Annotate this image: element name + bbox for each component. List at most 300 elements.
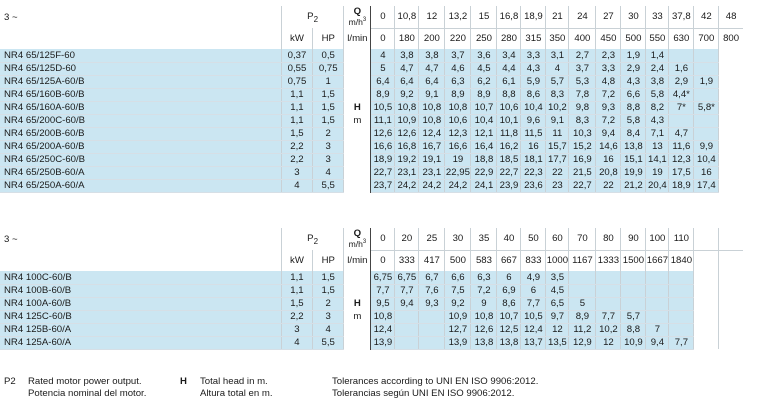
head-value: 12,7 (445, 323, 471, 336)
head-value: 20,8 (596, 166, 621, 179)
head-value: 1,9 (694, 75, 719, 88)
flow-m3h-1: 20 (395, 228, 419, 250)
head-value: 9,4 (395, 297, 419, 310)
flow-m3h-13 (694, 228, 719, 250)
flow-m3h-14: 48 (719, 6, 743, 28)
table-row (0, 88, 768, 101)
flow-m3h-7: 21 (546, 6, 569, 28)
head-value (719, 140, 743, 153)
head-value: 4,3 (646, 114, 669, 127)
table-row (0, 297, 768, 310)
head-value: 7,6 (419, 284, 445, 297)
head-value: 7* (669, 101, 694, 114)
head-value: 10,4 (521, 101, 546, 114)
footnote-p2-symbol: P2 (4, 376, 16, 387)
head-value: 5,9 (521, 75, 546, 88)
kw-header: kW (281, 28, 312, 49)
flow-m3h-0: 0 (371, 228, 395, 250)
head-value: 4,4 (497, 62, 521, 75)
power-hp: 4 (313, 166, 344, 179)
head-value (395, 310, 419, 323)
head-value: 16 (694, 166, 719, 179)
footnote-tolerance-es: Tolerancias según UNI EN ISO 9906:2012. (332, 388, 515, 399)
flow-lmin-0: 0 (371, 28, 395, 49)
head-value: 12,4 (521, 323, 546, 336)
power-kw: 1,1 (281, 284, 312, 297)
flow-m3h-4: 35 (471, 228, 497, 250)
head-value (669, 297, 694, 310)
head-value: 16,7 (419, 140, 445, 153)
head-value: 21,5 (569, 166, 596, 179)
head-value (621, 271, 646, 284)
head-value (395, 336, 419, 349)
flow-lmin-6: 315 (521, 28, 546, 49)
head-value: 10,4 (471, 114, 497, 127)
power-kw: 0,75 (281, 75, 312, 88)
head-value: 6,3 (471, 271, 497, 284)
head-value (419, 323, 445, 336)
head-value: 6,5 (546, 297, 569, 310)
head-unit-spacer (344, 49, 371, 62)
model-name: NR4 125A-60/A (0, 336, 281, 349)
flow-m3h-9: 80 (596, 228, 621, 250)
flow-lmin-4: 250 (471, 28, 497, 49)
head-value: 6,4 (419, 75, 445, 88)
head-value: 11,6 (669, 140, 694, 153)
head-value: 5,8 (646, 88, 669, 101)
head-value: 24,1 (471, 179, 497, 192)
head-value: 3,1 (546, 49, 569, 62)
head-value (569, 271, 596, 284)
model-name: NR4 65/250A-60/A (0, 179, 281, 192)
head-value: 22 (546, 166, 569, 179)
head-value: 3,7 (569, 62, 596, 75)
head-value: 6,4 (395, 75, 419, 88)
flow-lmin-2: 417 (419, 250, 445, 271)
head-value (669, 114, 694, 127)
model-name: NR4 65/125D-60 (0, 62, 281, 75)
head-value: 8,2 (646, 101, 669, 114)
table-row (0, 310, 768, 323)
power-kw: 2,2 (281, 153, 312, 166)
flow-m3h-12: 37,8 (669, 6, 694, 28)
head-value: 10,2 (596, 323, 621, 336)
head-value (719, 310, 743, 323)
head-value (395, 323, 419, 336)
head-value (669, 284, 694, 297)
footnote-tolerance-en: Tolerances according to UNI EN ISO 9906:2012. (332, 376, 539, 387)
phase-label: 3 ~ (4, 11, 18, 23)
head-value: 4,6 (445, 62, 471, 75)
head-value: 10,8 (419, 101, 445, 114)
footnote-p2-es: Potencia nominal del motor. (28, 388, 147, 399)
head-value: 10,5 (521, 310, 546, 323)
flow-lmin-5: 280 (497, 28, 521, 49)
head-value: 9,1 (546, 114, 569, 127)
head-value: 19 (646, 166, 669, 179)
head-value: 18,1 (521, 153, 546, 166)
head-value: 5,8* (694, 101, 719, 114)
power-hp: 1,5 (313, 114, 344, 127)
head-value: 13,8 (471, 336, 497, 349)
flow-m3h-8: 70 (569, 228, 596, 250)
power-kw: 1,5 (281, 127, 312, 140)
head-value: 19 (445, 153, 471, 166)
power-kw: 1,5 (281, 297, 312, 310)
head-value: 24,2 (395, 179, 419, 192)
flow-lmin-6: 833 (521, 250, 546, 271)
head-value (719, 336, 743, 349)
head-value: 5,7 (546, 75, 569, 88)
head-value: 8,9 (371, 88, 395, 101)
hp-header: HP (313, 28, 344, 49)
model-name: NR4 125B-60/A (0, 323, 281, 336)
head-value: 7,7 (371, 284, 395, 297)
flow-m3h-5: 40 (497, 228, 521, 250)
head-value: 3,8 (419, 49, 445, 62)
table-row (0, 101, 768, 114)
phase-label: 3 ~ (4, 233, 18, 245)
head-value: 13,9 (371, 336, 395, 349)
head-value (694, 88, 719, 101)
flow-lmin-4: 583 (471, 250, 497, 271)
head-value: 9,9 (694, 140, 719, 153)
p2-header (281, 228, 344, 250)
head-value (719, 153, 743, 166)
flow-lmin-14 (719, 250, 743, 271)
head-value: 7,7 (596, 310, 621, 323)
power-kw: 4 (281, 336, 312, 349)
head-value: 8,9 (569, 310, 596, 323)
footnote-h-es: Altura total en m. (200, 388, 273, 399)
power-hp: 1,5 (313, 284, 344, 297)
head-value: 9,8 (569, 101, 596, 114)
power-hp: 5,5 (313, 336, 344, 349)
head-value (719, 271, 743, 284)
head-m-label: m (344, 310, 371, 323)
head-value: 10,8 (471, 310, 497, 323)
head-value: 4,7 (419, 62, 445, 75)
flow-m3h-0: 0 (371, 6, 395, 28)
head-value: 2,9 (621, 62, 646, 75)
model-name: NR4 65/200C-60/B (0, 114, 281, 127)
model-name: NR4 65/125F-60 (0, 49, 281, 62)
head-value: 6,6 (445, 271, 471, 284)
head-value: 19,2 (395, 153, 419, 166)
head-value: 16,4 (471, 140, 497, 153)
head-value (719, 75, 743, 88)
head-value: 6,6 (621, 88, 646, 101)
head-value: 8,6 (521, 88, 546, 101)
head-value (419, 310, 445, 323)
table-row (0, 336, 768, 349)
head-value: 12,1 (471, 127, 497, 140)
head-value: 4,5 (471, 62, 497, 75)
head-value: 4 (371, 49, 395, 62)
flow-lmin-3: 220 (445, 28, 471, 49)
head-value: 16 (596, 153, 621, 166)
head-value: 3,8 (646, 75, 669, 88)
head-value: 6 (497, 271, 521, 284)
head-value: 9 (471, 297, 497, 310)
head-value: 17,4 (694, 179, 719, 192)
flow-lmin-3: 500 (445, 250, 471, 271)
head-value: 5,8 (621, 114, 646, 127)
head-value: 13,7 (521, 336, 546, 349)
flow-m3h-6: 50 (521, 228, 546, 250)
flow-m3h-11: 33 (646, 6, 669, 28)
head-value: 14,6 (596, 140, 621, 153)
table-row (0, 166, 768, 179)
lmin-header: l/min (344, 250, 371, 271)
head-value: 6,3 (445, 75, 471, 88)
head-value: 4,3 (621, 75, 646, 88)
flow-lmin-8: 1167 (569, 250, 596, 271)
power-hp: 1,5 (313, 88, 344, 101)
head-value (669, 271, 694, 284)
head-value: 12 (596, 336, 621, 349)
head-value: 4,8 (596, 75, 621, 88)
flow-lmin-13: 700 (694, 28, 719, 49)
head-value: 10,9 (621, 336, 646, 349)
flow-lmin-5: 667 (497, 250, 521, 271)
power-kw: 1,1 (281, 88, 312, 101)
flow-m3h-5: 16,8 (497, 6, 521, 28)
flow-m3h-4: 15 (471, 6, 497, 28)
head-value: 9,6 (521, 114, 546, 127)
head-value: 22,95 (445, 167, 470, 178)
head-value (719, 323, 743, 336)
p2-subscript: 2 (313, 14, 319, 24)
flow-m3h-12: 110 (669, 228, 694, 250)
head-value (719, 127, 743, 140)
head-value: 23,9 (497, 179, 521, 192)
p2-label: P (307, 232, 314, 244)
head-unit-spacer (344, 336, 371, 349)
power-hp: 4 (313, 323, 344, 336)
head-value (694, 310, 719, 323)
head-value (694, 114, 719, 127)
head-value: 9,2 (395, 88, 419, 101)
head-unit-spacer (344, 179, 371, 192)
flow-lmin-7: 350 (546, 28, 569, 49)
head-value (694, 336, 719, 349)
flow-m3h-13: 42 (694, 6, 719, 28)
head-value: 24,2 (445, 179, 471, 192)
flow-lmin-11: 550 (646, 28, 669, 49)
head-value: 15,2 (569, 140, 596, 153)
power-hp: 2 (313, 297, 344, 310)
head-value: 7,7 (395, 284, 419, 297)
head-value (719, 297, 743, 310)
model-name: NR4 125C-60/B (0, 310, 281, 323)
p2-label: P (307, 10, 314, 22)
flow-m3h-2: 12 (419, 6, 445, 28)
head-value: 10,1 (497, 114, 521, 127)
head-value (596, 297, 621, 310)
flow-lmin-9: 1333 (596, 250, 621, 271)
q-header (344, 6, 371, 28)
table-row (0, 271, 768, 284)
power-hp: 3 (313, 140, 344, 153)
head-value: 16,6 (371, 140, 395, 153)
flow-m3h-6: 18,9 (521, 6, 546, 28)
head-value: 10,3 (569, 127, 596, 140)
model-name: NR4 65/200B-60/B (0, 127, 281, 140)
q-unit: m/h (348, 16, 363, 27)
head-value (719, 179, 743, 192)
flow-lmin-10: 1500 (621, 250, 646, 271)
head-value (646, 310, 669, 323)
q-unit-sup: 3 (362, 239, 367, 246)
power-kw: 1,1 (281, 101, 312, 114)
head-value (694, 271, 719, 284)
head-value: 4,7 (395, 62, 419, 75)
head-value: 7,2 (471, 284, 497, 297)
model-name: NR4 65/250B-60/A (0, 166, 281, 179)
flow-lmin-1: 180 (395, 28, 419, 49)
header-spacer (0, 28, 281, 49)
table-row (0, 153, 768, 166)
head-value: 7 (646, 323, 669, 336)
head-value (694, 62, 719, 75)
head-value: 3,8 (395, 49, 419, 62)
kw-header: kW (281, 250, 312, 271)
head-value: 17,5 (669, 166, 694, 179)
head-value: 8,3 (546, 88, 569, 101)
power-kw: 0,55 (281, 62, 312, 75)
flow-lmin-8: 400 (569, 28, 596, 49)
head-value: 12,9 (569, 336, 596, 349)
head-value: 15,7 (546, 140, 569, 153)
performance-table-2 (0, 228, 768, 350)
head-value (646, 284, 669, 297)
head-value: 1,4 (646, 49, 669, 62)
flow-m3h-14 (719, 228, 743, 250)
model-name: NR4 100C-60/B (0, 271, 281, 284)
head-value: 13,8 (621, 140, 646, 153)
model-name: NR4 100B-60/B (0, 284, 281, 297)
power-kw: 1,1 (281, 271, 312, 284)
head-value: 11,1 (371, 114, 395, 127)
flow-lmin-10: 500 (621, 28, 646, 49)
head-value: 8,9 (445, 88, 471, 101)
power-hp: 3 (313, 153, 344, 166)
head-value: 2,3 (596, 49, 621, 62)
power-hp: 0,5 (313, 49, 344, 62)
flow-m3h-10: 90 (621, 228, 646, 250)
head-value (596, 271, 621, 284)
header-spacer (0, 250, 281, 271)
p2-header (281, 6, 344, 28)
flow-lmin-13 (694, 250, 719, 271)
q-label: Q (353, 228, 362, 240)
head-value: 10,6 (445, 114, 471, 127)
head-value: 16,2 (497, 140, 521, 153)
head-value: 8,8 (621, 101, 646, 114)
flow-m3h-3: 13,2 (445, 6, 471, 28)
table-row (0, 284, 768, 297)
head-unit-spacer (344, 284, 371, 297)
head-value (719, 88, 743, 101)
head-value: 22,7 (497, 166, 521, 179)
head-value: 9,3 (596, 101, 621, 114)
head-value: 19,9 (621, 166, 646, 179)
power-kw: 1,1 (281, 114, 312, 127)
head-value: 5 (569, 297, 596, 310)
power-hp: 3 (313, 310, 344, 323)
q-label: Q (353, 6, 362, 18)
head-value: 1,9 (621, 49, 646, 62)
flow-lmin-12: 630 (669, 28, 694, 49)
head-value: 3,5 (546, 271, 569, 284)
power-hp: 1,5 (313, 101, 344, 114)
head-unit-spacer (344, 75, 371, 88)
head-value: 9,4 (646, 336, 669, 349)
head-value: 8,6 (497, 297, 521, 310)
head-value: 2,4 (646, 62, 669, 75)
power-hp: 2 (313, 127, 344, 140)
head-value: 7,1 (646, 127, 669, 140)
head-value: 9,7 (546, 310, 569, 323)
head-value: 13,8 (497, 336, 521, 349)
head-value: 4,7 (669, 127, 694, 140)
footnote-p2-en: Rated motor power output. (28, 376, 142, 387)
head-unit-spacer (344, 166, 371, 179)
head-value: 10,7 (497, 310, 521, 323)
head-value: 2,7 (569, 49, 596, 62)
head-value: 11,5 (521, 127, 546, 140)
power-kw: 3 (281, 323, 312, 336)
head-value: 6,2 (471, 75, 497, 88)
head-value: 18,5 (497, 153, 521, 166)
head-value: 7,2 (596, 88, 621, 101)
model-name: NR4 65/160A-60/B (0, 101, 281, 114)
table-row (0, 114, 768, 127)
model-name: NR4 65/250C-60/B (0, 153, 281, 166)
head-value: 6,75 (371, 271, 395, 284)
model-name: NR4 65/200A-60/B (0, 140, 281, 153)
head-h-label: H (344, 297, 371, 310)
head-value: 22,7 (371, 166, 395, 179)
flow-m3h-11: 100 (646, 228, 669, 250)
head-value: 16,9 (569, 153, 596, 166)
head-value: 6 (521, 284, 546, 297)
table-row (0, 62, 768, 75)
head-value: 3,3 (521, 49, 546, 62)
head-value: 4,9 (521, 271, 546, 284)
head-value (596, 284, 621, 297)
flow-lmin-1: 333 (395, 250, 419, 271)
flow-lmin-0: 0 (371, 250, 395, 271)
head-value: 13 (646, 140, 669, 153)
head-value: 22,9 (471, 166, 497, 179)
power-kw: 2,2 (281, 310, 312, 323)
head-value: 9,5 (371, 297, 395, 310)
p2-subscript: 2 (313, 236, 319, 246)
performance-table-1 (0, 6, 768, 193)
head-value: 6,1 (497, 75, 521, 88)
head-value: 11,2 (569, 323, 596, 336)
power-hp: 1,5 (313, 271, 344, 284)
head-value: 9,1 (419, 88, 445, 101)
head-value: 13,9 (445, 336, 471, 349)
head-value (694, 284, 719, 297)
head-value: 8,9 (471, 88, 497, 101)
head-value: 12,3 (669, 153, 694, 166)
head-value: 6,75 (395, 271, 419, 284)
head-value: 13,5 (546, 336, 569, 349)
